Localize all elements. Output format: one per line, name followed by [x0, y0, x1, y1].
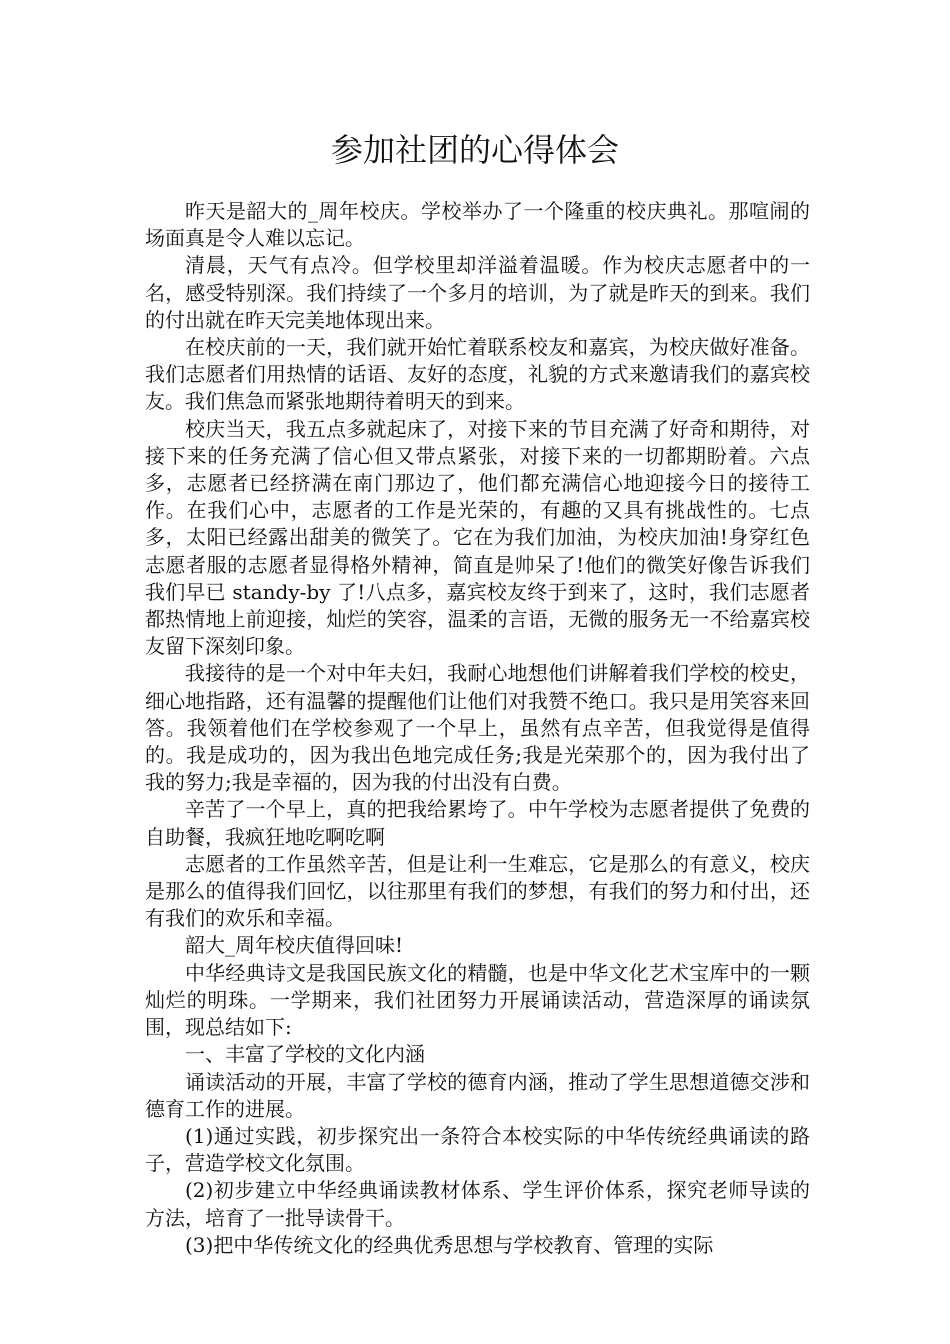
- list-item: (2)初步建立中华经典诵读教材体系、学生评价体系，探究老师导读的方法，培育了一批导读骨干。: [145, 1178, 810, 1230]
- document-body: [145, 198, 810, 1259]
- list-item: (1)通过实践，初步探究出一条符合本校实际的中华传统经典诵读的路子，营造学校文化氛围。: [145, 1123, 810, 1176]
- paragraph: 昨天是韶大的_周年校庆。学校举办了一个隆重的校庆典礼。那喧闹的场面真是令人难以忘记。: [145, 199, 810, 251]
- paragraph: 辛苦了一个早上，真的把我给累垮了。中午学校为志愿者提供了免费的自助餐，我疯狂地吃啊吃啊: [145, 797, 810, 849]
- list-item: (3)把中华传统文化的经典优秀思想与学校教育、管理的实际: [185, 1232, 714, 1257]
- paragraph: 我接待的是一个对中年夫妇，我耐心地想他们讲解着我们学校的校史，细心地指路，还有温馨的提醒他们让他们对我赞不绝口。我只是用笑容来回答。我领着他们在学校参观了一个早上，虽然有点辛苦，但我觉得是值得的。我是成功的，因为我出色地完成任务;我是光荣那个的，因为我付出了我的努力;我是幸福的，因为我的付出没有白费。: [145, 661, 810, 795]
- paragraph: 诵读活动的开展，丰富了学校的德育内涵，推动了学生思想道德交涉和德育工作的进展。: [145, 1069, 810, 1121]
- paragraph: 在校庆前的一天，我们就开始忙着联系校友和嘉宾，为校庆做好准备。我们志愿者们用热情的话语、友好的态度，礼貌的方式来邀请我们的嘉宾校友。我们焦急而紧张地期待着明天的到来。: [145, 335, 810, 414]
- paragraph: 中华经典诗文是我国民族文化的精髓，也是中华文化艺术宝库中的一颗灿烂的明珠。一学期来，我们社团努力开展诵读活动，营造深厚的诵读氛围，现总结如下:: [145, 960, 810, 1040]
- paragraph: 志愿者的工作虽然辛苦，但是让利一生难忘，它是那么的有意义，校庆是那么的值得我们回忆，以往那里有我们的梦想，有我们的努力和付出，还有我们的欢乐和幸福。: [145, 851, 810, 931]
- paragraph: 清晨，天气有点冷。但学校里却洋溢着温暖。作为校庆志愿者中的一名，感受特别深。我们持续了一个多月的培训，为了就是昨天的到来。我们的付出就在昨天完美地体现出来。: [145, 253, 810, 332]
- paragraph: 韶大_周年校庆值得回味!: [185, 933, 404, 958]
- section-heading: 一、丰富了学校的文化内涵: [185, 1042, 425, 1067]
- document-title: 参加社团的心得体会: [330, 131, 619, 169]
- paragraph: 校庆当天，我五点多就起床了，对接下来的节目充满了好奇和期待，对接下来的任务充满了信心但又带点紧张，对接下来的一切都期盼着。六点多，志愿者已经挤满在南门那边了，他们都充满信心地迎接今日的接待工作。在我们心中，志愿者的工作是光荣的，有趣的又具有挑战性的。七点多，太阳已经露出甜美的微笑了。它在为我们加油，为校庆加油!身穿红色志愿者服的志愿者显得格外精神，简直是帅呆了!他们的微笑好像告诉我们我们早已 standy-by 了!八点多，嘉宾校友终于到来了，这时，我们志愿者都热情地上前迎接，灿烂的笑容，温柔的言语，无微的服务无一不给嘉宾校友留下深刻印象。: [145, 416, 810, 659]
